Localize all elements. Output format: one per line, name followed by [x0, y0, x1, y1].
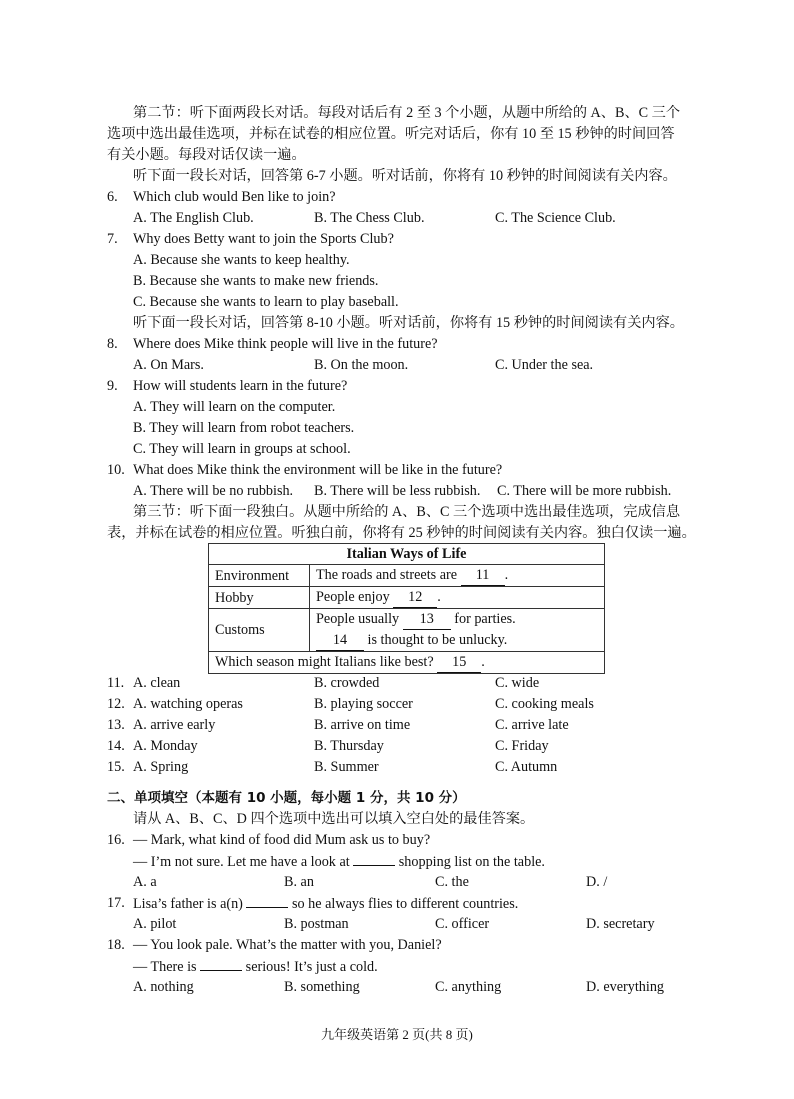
section3-intro-line2: 表，并标在试卷的相应位置。听独白前，你将有 25 秒钟的时间阅读有关内容。独白仅读一遍。 — [107, 525, 696, 541]
option-a: A. Monday — [133, 738, 198, 754]
option-c: C. The Science Club. — [495, 210, 616, 226]
question-number: 16. — [107, 832, 125, 848]
row-text: . — [504, 567, 509, 583]
stem-text: — I’m not sure. Let me have a look at — [133, 854, 350, 870]
blank-13: 13 — [403, 609, 451, 630]
question-number: 8. — [107, 336, 118, 352]
row-text: is thought to be unlucky. — [367, 632, 508, 648]
option-a: A. arrive early — [133, 717, 216, 733]
row-text: People enjoy — [316, 589, 390, 605]
stem-text: serious! It’s just a cold. — [245, 959, 378, 975]
table-title: Italian Ways of Life — [209, 544, 605, 565]
question-number: 11. — [107, 675, 125, 691]
question-number: 17. — [107, 895, 125, 911]
option-d: D. / — [586, 874, 608, 890]
option-b: B. something — [284, 979, 360, 995]
row-label-customs: Customs — [209, 609, 310, 652]
row-text: The roads and streets are — [316, 567, 458, 583]
question-stem: Where does Mike think people will live in the future? — [133, 336, 438, 352]
option-b: B. an — [284, 874, 314, 890]
row-content-customs — [310, 609, 605, 652]
option-c: C. arrive late — [495, 717, 569, 733]
option-b: B. They will learn from robot teachers. — [133, 420, 355, 436]
answer-blank — [353, 851, 395, 866]
section2-intro-line1: 第二节：听下面两段长对话。每段对话后有 2 至 3 个小题，从题中所给的 A、B、C 三个 — [133, 105, 681, 121]
section2-intro-line2: 选项中选出最佳选项，并标在试卷的相应位置。听完对话后，你有 10 至 15 秒钟的时间回答 — [107, 126, 675, 142]
question-stem: How will students learn in the future? — [133, 378, 348, 394]
row-label-environment: Environment — [209, 565, 310, 587]
question-stem: Which club would Ben like to join? — [133, 189, 336, 205]
option-c: C. officer — [435, 916, 490, 932]
option-c: C. They will learn in groups at school. — [133, 441, 351, 457]
option-d: D. everything — [586, 979, 665, 995]
info-table — [208, 543, 605, 674]
question-number: 12. — [107, 696, 125, 712]
stem-text: shopping list on the table. — [398, 854, 545, 870]
row-label-hobby: Hobby — [209, 587, 310, 609]
question-stem: — You look pale. What’s the matter with you, Daniel? — [133, 937, 442, 953]
option-c: C. the — [435, 874, 469, 890]
option-b: B. arrive on time — [314, 717, 411, 733]
option-a: A. pilot — [133, 916, 177, 932]
option-a: A. There will be no rubbish. — [133, 483, 294, 499]
row-text: Which season might Italians like best? — [215, 654, 434, 670]
option-a: A. clean — [133, 675, 181, 691]
option-a: A. The English Club. — [133, 210, 254, 226]
question-stem-line2 — [133, 851, 545, 872]
row-text: . — [481, 654, 485, 670]
question-stem-line2 — [133, 956, 378, 977]
stem-text: — There is — [133, 959, 197, 975]
dialog1-intro: 听下面一段长对话，回答第 6-7 小题。听对话前，你将有 10 秒钟的时间阅读有关内容。 — [133, 168, 677, 184]
option-c: C. Under the sea. — [495, 357, 594, 373]
question-stem: — Mark, what kind of food did Mum ask us to buy? — [133, 832, 431, 848]
option-b: B. Because she wants to make new friends. — [133, 273, 379, 289]
option-b: B. The Chess Club. — [314, 210, 425, 226]
question-number: 6. — [107, 189, 118, 205]
question-stem — [133, 893, 518, 914]
option-a: A. On Mars. — [133, 357, 204, 373]
option-b: B. There will be less rubbish. — [314, 483, 481, 499]
option-b: B. postman — [284, 916, 349, 932]
blank-11: 11 — [461, 565, 505, 586]
blank-14: 14 — [316, 630, 364, 651]
question-stem: Why does Betty want to join the Sports Club? — [133, 231, 394, 247]
option-a: A. watching operas — [133, 696, 243, 712]
option-c: C. Autumn — [495, 759, 558, 775]
question-number: 10. — [107, 462, 125, 478]
row-text: for parties. — [454, 611, 516, 627]
answer-blank — [246, 893, 288, 908]
option-c: C. cooking meals — [495, 696, 594, 712]
question-number: 9. — [107, 378, 118, 394]
question-number: 13. — [107, 717, 125, 733]
option-a: A. nothing — [133, 979, 194, 995]
page-footer: 九年级英语第 2 页(共 8 页) — [321, 1027, 473, 1042]
option-b: B. crowded — [314, 675, 380, 691]
option-b: B. playing soccer — [314, 696, 413, 712]
option-b: B. Thursday — [314, 738, 384, 754]
option-a: A. a — [133, 874, 157, 890]
option-c: C. Because she wants to learn to play baseball. — [133, 294, 399, 310]
question-number: 15. — [107, 759, 125, 775]
option-c: C. There will be more rubbish. — [497, 483, 672, 499]
option-a: A. Because she wants to keep healthy. — [133, 252, 350, 268]
question-stem: What does Mike think the environment will be like in the future? — [133, 462, 503, 478]
question-number: 14. — [107, 738, 125, 754]
option-b: B. On the moon. — [314, 357, 409, 373]
option-c: C. wide — [495, 675, 540, 691]
option-c: C. anything — [435, 979, 502, 995]
section-instruction: 请从 A、B、C、D 四个选项中选出可以填入空白处的最佳答案。 — [133, 811, 535, 827]
row-season — [209, 652, 605, 674]
question-number: 18. — [107, 937, 125, 953]
stem-text: so he always flies to different countries. — [292, 896, 519, 912]
option-a: A. They will learn on the computer. — [133, 399, 336, 415]
stem-text: Lisa’s father is a(n) — [133, 896, 243, 912]
dialog2-intro: 听下面一段长对话，回答第 8-10 小题。听对话前，你将有 15 秒钟的时间阅读有关内容。 — [133, 315, 684, 331]
blank-15: 15 — [437, 652, 481, 673]
row-content-hobby — [310, 587, 605, 609]
row-text: . — [437, 589, 441, 605]
blank-12: 12 — [393, 587, 437, 608]
option-b: B. Summer — [314, 759, 379, 775]
question-number: 7. — [107, 231, 118, 247]
option-a: A. Spring — [133, 759, 189, 775]
option-d: D. secretary — [586, 916, 655, 932]
section2-intro-line3: 有关小题。每段对话仅读一遍。 — [107, 147, 306, 163]
row-content-environment — [310, 565, 605, 587]
section-heading: 二、单项填空（本题有 10 小题，每小题 1 分，共 10 分） — [107, 790, 466, 806]
row-text: People usually — [316, 611, 400, 627]
answer-blank — [200, 956, 242, 971]
section3-intro-line1: 第三节：听下面一段独白。从题中所给的 A、B、C 三个选项中选出最佳选项，完成信息 — [133, 504, 681, 520]
option-c: C. Friday — [495, 738, 549, 754]
